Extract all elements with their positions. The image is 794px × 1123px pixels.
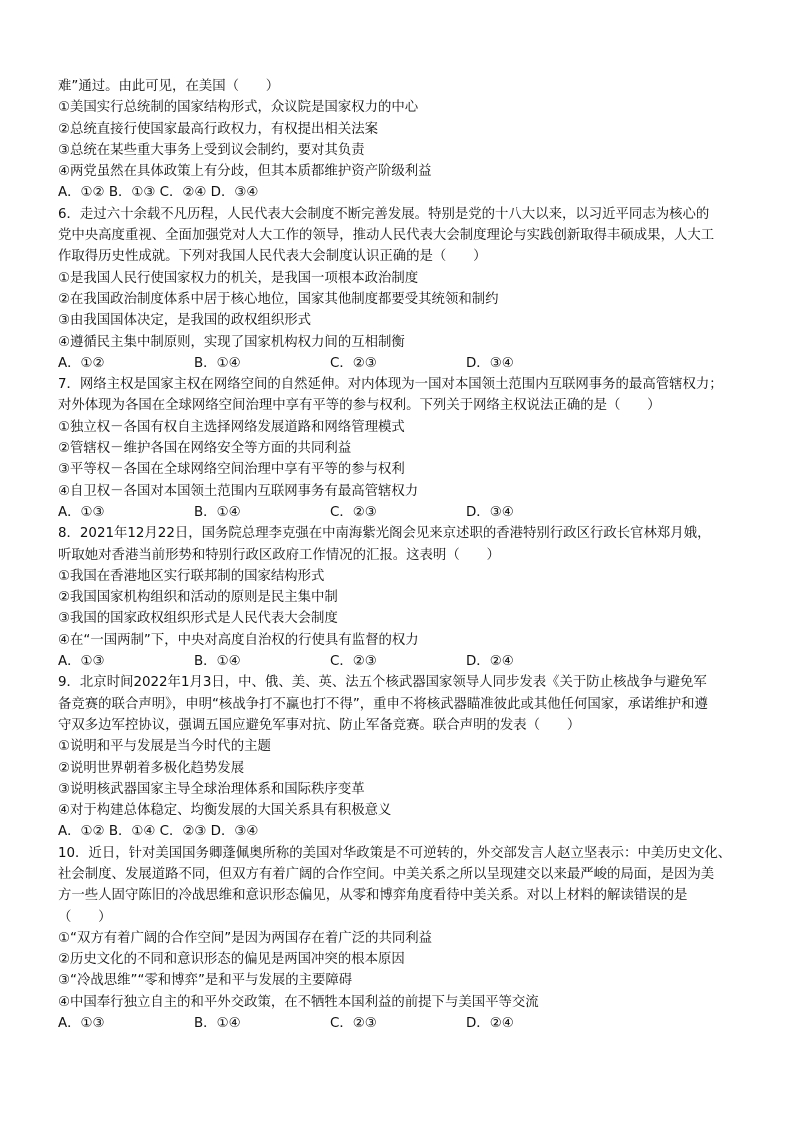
- choice-statement: ③说明核武器国家主导全球治理体系和国际秩序变革: [58, 781, 365, 797]
- question-stem: 社会制度、发展道路不同，但双方有着广阔的合作空间。中美关系之所以呈现建交以来最严峻的局面，是因为美: [58, 866, 715, 882]
- choice-statement: ①“双方有着广阔的合作空间”是因为两国存在着广泛的共同利益: [58, 930, 433, 946]
- choice-statement: ③总统在某些重大事务上受到议会制约，要对其负责: [58, 142, 365, 158]
- option-c: C．②③: [330, 355, 377, 371]
- question-stem: 作取得历史性成就。下列对我国人民代表大会制度认识正确的是（ ）: [58, 249, 487, 265]
- question-stem: 6．走过六十余载不凡历程，人民代表大会制度不断完善发展。特别是党的十八大以来，以习近平同志为核心的: [58, 206, 710, 222]
- question-stem: 8．2021年12月22日，国务院总理李克强在中南海紫光阁会见来京述职的香港特别行政区行政长官林郑月娥，: [58, 526, 711, 542]
- choice-statement: ①独立权－各国有权自主选择网络发展道路和网络管理模式: [58, 419, 405, 435]
- choice-statement: ④自卫权－各国对本国领土范围内互联网事务有最高管辖权力: [58, 483, 419, 499]
- choice-statement: ②总统直接行使国家最高行政权力，有权提出相关法案: [58, 121, 378, 137]
- choice-statement: ②在我国政治制度体系中居于核心地位，国家其他制度都要受其统领和制约: [58, 291, 499, 307]
- option-c: C．②③: [330, 504, 377, 520]
- question-10: [58, 843, 740, 1035]
- option-a: A．①③: [58, 504, 105, 520]
- question-stem: （ ）: [58, 909, 112, 925]
- answer-options: A．①② B．①③ C．②④ D．③④: [58, 185, 259, 201]
- choice-statement: ②管辖权－维护各国在网络安全等方面的共同利益: [58, 441, 352, 457]
- question-stem: 备竞赛的联合声明》，申明“核战争打不赢也打不得”，重申不将核武器瞄准彼此或其他任何国家，承诺维护和遵: [58, 696, 708, 712]
- answer-options: [58, 1013, 740, 1034]
- answer-options: [58, 353, 740, 374]
- choice-statement: ④中国奉行独立自主的和平外交政策，在不牺牲本国利益的前提下与美国平等交流: [58, 994, 539, 1010]
- choice-statement: ③平等权－各国在全球网络空间治理中享有平等的参与权利: [58, 462, 405, 478]
- option-a: A．①③: [58, 654, 105, 670]
- option-b: B．①④: [194, 504, 241, 520]
- choice-statement: ①是我国人民行使国家权力的机关，是我国一项根本政治制度: [58, 270, 419, 286]
- question-stem: 守双多边军控协议，强调五国应避免军事对抗、防止军备竞赛。联合声明的发表（ ）: [58, 717, 581, 733]
- option-d: D．②④: [466, 1016, 514, 1032]
- exam-content: [58, 76, 740, 1034]
- option-b: B．①④: [194, 355, 241, 371]
- option-d: D．③④: [466, 504, 514, 520]
- question-7: [58, 374, 740, 523]
- choice-statement: ③“冷战思维”“零和博弈”是和平与发展的主要障碍: [58, 973, 353, 989]
- question-stem: 党中央高度重视、全面加强党对人大工作的领导，推动人民代表大会制度理论与实践创新取得丰硕成果，人大工: [58, 228, 715, 244]
- question-stem: 对外体现为各国在全球网络空间治理中享有平等的参与权利。下列关于网络主权说法正确的是（ ）: [58, 398, 661, 414]
- question-stem: 9．北京时间2022年1月3日，中、俄、美、英、法五个核武器国家领导人同步发表《关于防止核战争与避免军: [58, 675, 707, 691]
- choice-statement: ②我国国家机构组织和活动的原则是民主集中制: [58, 590, 338, 606]
- answer-options: [58, 502, 740, 523]
- option-b: B．①④: [194, 654, 241, 670]
- option-b: B．①④: [194, 1016, 241, 1032]
- choice-statement: ④遵循民主集中制原则，实现了国家机构权力间的互相制衡: [58, 334, 405, 350]
- option-c: C．②③: [330, 1016, 377, 1032]
- question-stem: 10．近日，针对美国国务卿蓬佩奥所称的美国对华政策是不可逆转的，外交部发言人赵立坚表示：中美历史文化、: [58, 845, 732, 861]
- choice-statement: ①我国在香港地区实行联邦制的国家结构形式: [58, 568, 325, 584]
- question-stem: 听取她对香港当前形势和特别行政区政府工作情况的汇报。这表明（ ）: [58, 547, 500, 563]
- choice-statement: ①说明和平与发展是当今时代的主题: [58, 739, 271, 755]
- choice-statement: ④在“一国两制”下，中央对高度自治权的行使具有监督的权力: [58, 632, 419, 648]
- question-8: [58, 523, 740, 672]
- choice-statement: ④两党虽然在具体政策上有分歧，但其本质都维护资产阶级利益: [58, 164, 432, 180]
- option-a: A．①③: [58, 1016, 105, 1032]
- answer-options: [58, 651, 740, 672]
- question-5-continued: [58, 76, 740, 204]
- question-9: [58, 672, 740, 842]
- question-stem: 方一些人固守陈旧的冷战思维和意识形态偏见，从零和博弈角度看待中美关系。对以上材料的解读错误的是: [58, 888, 688, 904]
- option-a: A．①②: [58, 355, 105, 371]
- question-stem: 难”通过。由此可见，在美国（ ）: [58, 79, 280, 94]
- option-c: C．②③: [330, 654, 377, 670]
- answer-options: A．①② B．①④ C．②③ D．③④: [58, 824, 259, 840]
- question-6: [58, 204, 740, 374]
- choice-statement: ②历史文化的不同和意识形态的偏见是两国冲突的根本原因: [58, 952, 405, 968]
- option-d: D．②④: [466, 654, 514, 670]
- choice-statement: ①美国实行总统制的国家结构形式，众议院是国家权力的中心: [58, 100, 419, 116]
- choice-statement: ④对于构建总体稳定、均衡发展的大国关系具有积极意义: [58, 803, 392, 819]
- option-d: D．③④: [466, 355, 514, 371]
- choice-statement: ②说明世界朝着多极化趋势发展: [58, 760, 245, 776]
- question-stem: 7．网络主权是国家主权在网络空间的自然延伸。对内体现为一国对本国领土范围内互联网事务的最高管辖权力；: [58, 377, 723, 393]
- choice-statement: ③由我国国体决定，是我国的政权组织形式: [58, 313, 312, 329]
- choice-statement: ③我国的国家政权组织形式是人民代表大会制度: [58, 611, 338, 627]
